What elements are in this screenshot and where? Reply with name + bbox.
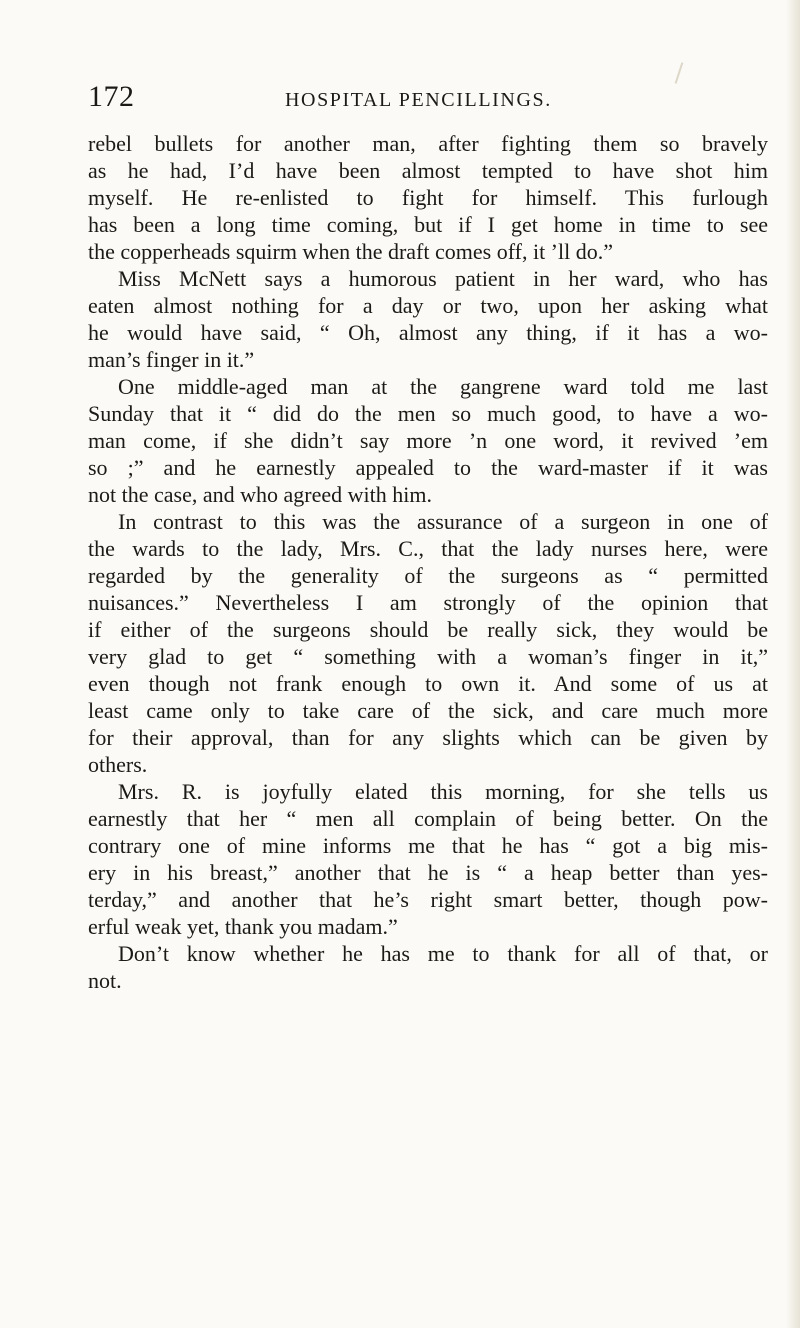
- text-body: [88, 130, 768, 994]
- text-line: In contrast to this was the assurance of a surgeon in one of: [118, 509, 768, 534]
- text-line: ery in his breast,” another that he is “ a heap better than yes-: [88, 860, 768, 885]
- text-line: man come, if she didn’t say more ’n one word, it revived ’em: [88, 428, 768, 453]
- text-line: earnestly that her “ men all complain of being better. On the: [88, 806, 768, 831]
- text-line: nuisances.” Nevertheless I am strongly of the opinion that: [88, 590, 768, 615]
- text-line: Miss McNett says a humorous patient in her ward, who has: [118, 266, 768, 291]
- text-line: others.: [88, 752, 148, 777]
- running-head: HOSPITAL PENCILLINGS.: [285, 89, 552, 111]
- text-line: the wards to the lady, Mrs. C., that the lady nurses here, were: [88, 536, 768, 561]
- text-line: for their approval, than for any slights which can be given by: [88, 725, 768, 750]
- text-line: the copperheads squirm when the draft comes off, it ’ll do.”: [88, 239, 613, 264]
- text-line: he would have said, “ Oh, almost any thing, if it has a wo-: [88, 320, 768, 345]
- text-line: not.: [88, 968, 122, 993]
- text-line: Sunday that it “ did do the men so much good, to have a wo-: [88, 401, 768, 426]
- text-line: Mrs. R. is joyfully elated this morning, for she tells us: [118, 779, 768, 804]
- text-line: as he had, I’d have been almost tempted to have shot him: [88, 158, 768, 183]
- text-line: has been a long time coming, but if I get home in time to see: [88, 212, 768, 237]
- page-edge: [786, 0, 800, 1328]
- text-line: not the case, and who agreed with him.: [88, 482, 432, 507]
- text-line: least came only to take care of the sick, and care much more: [88, 698, 768, 723]
- text-line: so ;” and he earnestly appealed to the ward-master if it was: [88, 455, 768, 480]
- text-line: even though not frank enough to own it. And some of us at: [88, 671, 768, 696]
- text-line: rebel bullets for another man, after fighting them so bravely: [88, 131, 768, 156]
- page-header: [88, 80, 768, 120]
- text-line: contrary one of mine informs me that he has “ got a big mis-: [88, 833, 768, 858]
- text-line: One middle-aged man at the gangrene ward told me last: [118, 374, 768, 399]
- text-line: man’s finger in it.”: [88, 347, 255, 372]
- text-line: erful weak yet, thank you madam.”: [88, 914, 398, 939]
- text-line: regarded by the generality of the surgeons as “ permitted: [88, 563, 768, 588]
- text-line: very glad to get “ something with a woman’s finger in it,”: [88, 644, 768, 669]
- text-line: if either of the surgeons should be really sick, they would be: [88, 617, 768, 642]
- text-line: myself. He re-enlisted to fight for himself. This furlough: [88, 185, 768, 210]
- text-line: eaten almost nothing for a day or two, upon her asking what: [88, 293, 768, 318]
- page-number: 172: [88, 80, 135, 113]
- text-line: Don’t know whether he has me to thank for all of that, or: [118, 941, 768, 966]
- text-line: terday,” and another that he’s right smart better, though pow-: [88, 887, 768, 912]
